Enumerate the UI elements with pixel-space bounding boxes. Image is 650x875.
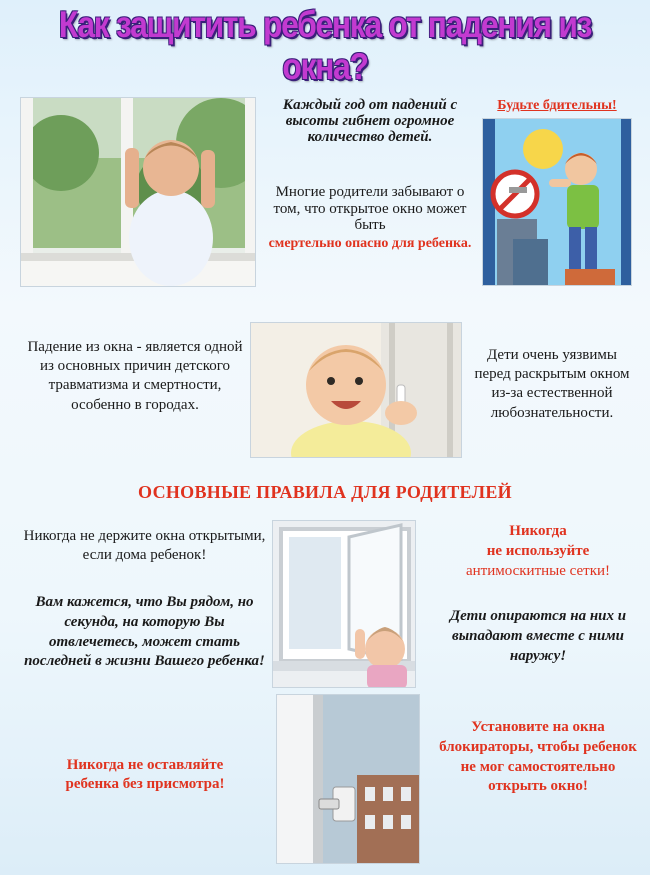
nets-line-2: не используйте [486,543,590,559]
rules-heading: ОСНОВНЫЕ ПРАВИЛА ДЛЯ РОДИТЕЛЕЙ [138,482,512,502]
curiosity-text: Дети очень уязвимы перед раскрытым окном из-за естественной любознательности. [474,347,630,421]
child-at-window-photo [20,97,256,287]
deaths-italic-text: Каждый год от падений с высоты гибнет огромное количество детей. [282,97,458,145]
nets-fall-text: Дети опираются на них и выпадают вместе с ними наружу! [449,608,627,664]
parents-forget-text: Многие родители забывают о том, что открытое окно может быть [273,184,467,233]
page-title: Как защитить ребенка от падения из окна? [58,4,592,87]
child-open-window-photo [272,520,416,688]
nets-line-3: антимоскитные сетки! [465,563,611,579]
distraction-text: Вам кажется, что Вы рядом, но секунда, на которую Вы отвлечетесь, может стать последней в жизни Вашего ребенка! [24,594,265,670]
child-window-illustration [482,118,632,286]
never-open-text: Никогда не держите окна открытыми, если дома ребенок! [23,528,266,563]
nets-line-1: Никогда [509,523,567,539]
install-blockers-text: Установите на окна блокираторы, чтобы ребенок не мог самостоятельно открыть окно! [439,719,637,795]
smiling-baby-photo [250,322,462,458]
fall-statistics-text: Падение из окна - является одной из основных причин детского травматизма и смертности, особенно в городах. [27,339,243,413]
be-vigilant-label: Будьте бдительны! [497,98,617,113]
deadly-danger-text: смертельно опасно для ребенка. [268,236,472,251]
never-leave-text: Никогда не оставляйте ребенка без присмотра! [65,757,225,793]
window-blocker-photo [276,694,420,864]
